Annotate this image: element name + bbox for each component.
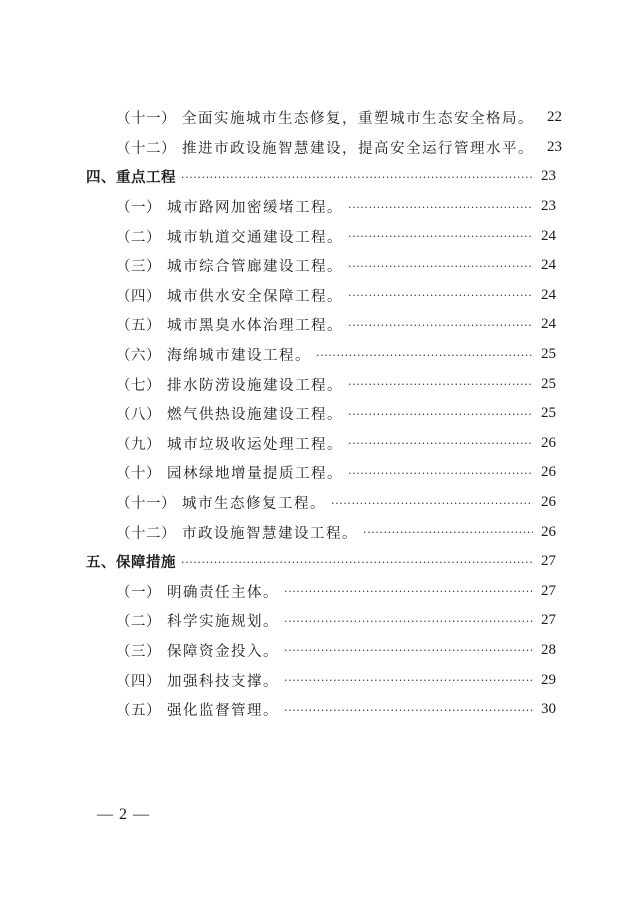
toc-entry-number: （二） [116,229,161,246]
toc-entry [86,458,556,488]
toc-entry [86,606,556,636]
dot-leader [284,704,533,718]
toc-entry-title: 城市黑臭水体治理工程。 [167,318,343,335]
toc-entry-title: 城市路网加密缓堵工程。 [167,200,343,217]
dot-leader [331,497,533,511]
toc-entry-number: （五） [116,703,161,720]
toc-entry-title: 加强科技支撑。 [167,673,279,690]
table-of-contents [86,103,562,724]
dot-leader [284,674,533,688]
toc-entry-number: （七） [116,377,161,394]
toc-entry-number: （三） [116,259,161,276]
toc-entry [86,665,556,695]
dot-leader [348,201,533,215]
toc-entry-number: （四） [116,673,161,690]
toc-page-number: 24 [541,316,556,333]
toc-entry-number: （十一） [116,496,176,513]
toc-entry-title: 排水防涝设施建设工程。 [167,377,343,394]
toc-page-number: 23 [541,168,556,185]
toc-entry-number: （六） [116,348,161,365]
toc-entry-number: （十二） [116,525,176,542]
toc-section-heading [86,547,556,577]
toc-entry [86,577,556,607]
toc-entry [86,488,556,518]
toc-entry-title: 海绵城市建设工程。 [167,348,311,365]
toc-page-number: 26 [541,523,556,540]
toc-page-number: 25 [541,375,556,392]
toc-entry-title: 园林绿地增量提质工程。 [167,466,343,483]
page-number-footer: — 2 — [97,806,150,823]
toc-entry [86,221,556,251]
toc-entry-title: 保障资金投入。 [167,643,279,660]
toc-entry-title: 城市供水安全保障工程。 [167,288,343,305]
dot-leader [284,644,533,658]
toc-entry-title: 城市轨道交通建设工程。 [167,229,343,246]
toc-entry-title: 市政设施智慧建设工程。 [182,525,358,542]
dot-leader [284,615,533,629]
toc-page-number: 25 [541,346,556,363]
toc-entry [86,340,556,370]
toc-entry-number: （一） [116,584,161,601]
toc-entry-number: （十二） [116,140,176,157]
toc-entry-number: （十） [116,466,161,483]
toc-entry [86,369,556,399]
toc-entry-title: 城市垃圾收运处理工程。 [167,436,343,453]
toc-entry [86,310,556,340]
toc-entry-title: 全面实施城市生态修复，重塑城市生态安全格局。 [182,111,534,128]
toc-entry-number: （二） [116,614,161,631]
toc-entry [86,251,556,281]
toc-page-number: 26 [541,464,556,481]
dot-leader [348,378,533,392]
toc-entry-title: 城市综合管廊建设工程。 [167,259,343,276]
dot-leader [348,289,533,303]
toc-page-number: 30 [541,701,556,718]
toc-page-number: 26 [541,434,556,451]
dot-leader [284,585,533,599]
toc-entry [86,133,562,163]
dot-leader [181,171,533,185]
dot-leader [181,556,533,570]
toc-page-number: 23 [541,198,556,215]
toc-entry [86,517,556,547]
toc-entry [86,636,556,666]
toc-entry-title: 明确责任主体。 [167,584,279,601]
toc-page-number: 26 [541,494,556,511]
toc-entry-number: （五） [116,318,161,335]
toc-entry-number: （八） [116,407,161,424]
dot-leader [348,260,533,274]
dot-leader [348,408,533,422]
toc-entry-number: （十一） [116,111,176,128]
toc-entry-title: 强化监督管理。 [167,703,279,720]
toc-page-number: 24 [541,227,556,244]
toc-page-number: 28 [541,641,556,658]
toc-entry-number: （九） [116,436,161,453]
dot-leader [316,349,533,363]
toc-page-number: 24 [541,286,556,303]
toc-page-number: 29 [541,671,556,688]
toc-entry-number: （三） [116,643,161,660]
toc-page-number: 27 [541,612,556,629]
toc-entry [86,103,562,133]
toc-page-number: 25 [541,405,556,422]
toc-page-number: 27 [541,553,556,570]
toc-page-number: 24 [541,257,556,274]
toc-entry-number: （一） [116,200,161,217]
toc-entry-title: 五、保障措施 [86,555,176,572]
dot-leader [348,467,533,481]
dot-leader [348,319,533,333]
dot-leader [363,526,533,540]
toc-entry-title: 四、重点工程 [86,170,176,187]
toc-section-heading [86,162,556,192]
dot-leader [348,230,533,244]
toc-entry-title: 城市生态修复工程。 [182,496,326,513]
toc-entry [86,399,556,429]
toc-entry [86,695,556,725]
toc-entry-title: 推进市政设施智慧建设，提高安全运行管理水平。 [182,140,534,157]
dot-leader [348,437,533,451]
toc-entry-title: 科学实施规划。 [167,614,279,631]
toc-entry [86,281,556,311]
toc-page-number: 22 [547,109,562,126]
toc-entry [86,192,556,222]
toc-entry-title: 燃气供热设施建设工程。 [167,407,343,424]
toc-page-number: 27 [541,582,556,599]
toc-entry-number: （四） [116,288,161,305]
toc-entry [86,429,556,459]
toc-page-number: 23 [547,138,562,155]
